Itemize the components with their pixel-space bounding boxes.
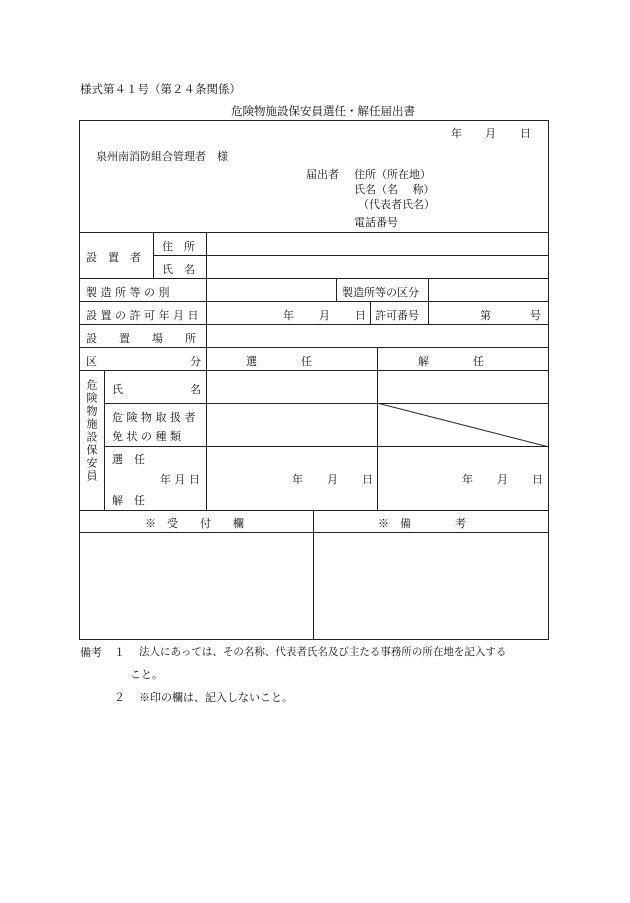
diagonal-strike bbox=[377, 403, 549, 447]
division-left: 区 bbox=[86, 355, 97, 368]
installer-name-label: 氏 名 bbox=[162, 263, 195, 276]
remarks-header: ※ 備 考 bbox=[378, 517, 466, 530]
permit-no-suffix: 号 bbox=[530, 309, 541, 322]
appoint-header: 選 任 bbox=[246, 355, 312, 368]
note2-text: ※印の欄は、記入しないこと。 bbox=[139, 691, 293, 704]
phone-label: 電話番号 bbox=[354, 216, 398, 229]
date-month-label: 月 bbox=[485, 127, 496, 140]
installer-label: 設 置 者 bbox=[86, 251, 141, 264]
installer-address-label: 住 所 bbox=[162, 240, 195, 253]
note2-number: ２ bbox=[114, 691, 125, 704]
dismiss-day: 日 bbox=[532, 473, 543, 486]
applicant-address-label: 住所（所在地） bbox=[354, 168, 431, 181]
notes-label: 備考 bbox=[80, 646, 102, 659]
license-line1: 危 険 物 取 扱 者 bbox=[112, 411, 196, 424]
appoint-small-label: 選 任 bbox=[112, 453, 145, 466]
appoint-day: 日 bbox=[362, 473, 373, 486]
representative-label: （代表者氏名） bbox=[358, 198, 435, 211]
applicant-label: 届出者 bbox=[306, 168, 339, 181]
facility-type-label: 製 造 所 等 の 別 bbox=[86, 286, 170, 299]
appoint-month: 月 bbox=[327, 473, 338, 486]
officer-name-right: 名 bbox=[190, 383, 201, 396]
permit-month-label: 月 bbox=[319, 309, 330, 322]
permit-year-label: 年 bbox=[283, 309, 294, 322]
dismiss-small-label: 解 任 bbox=[112, 494, 145, 507]
note1-number: １ bbox=[114, 646, 125, 659]
note1-line1: 法人にあっては、その名称、代表者氏名及び主たる事務所の所在地を記入する bbox=[139, 646, 507, 658]
receipt-header: ※ 受 付 欄 bbox=[145, 517, 244, 530]
date-year-label: 年 bbox=[451, 127, 462, 140]
license-line2: 免 状 の 種 類 bbox=[112, 430, 181, 443]
applicant-name-label: 氏名（名 称） bbox=[354, 183, 435, 196]
officer-vertical-label: 危険物施設保安員 bbox=[85, 379, 98, 483]
permit-number-label: 許可番号 bbox=[375, 309, 419, 322]
appoint-year: 年 bbox=[292, 473, 303, 486]
dismiss-month: 月 bbox=[497, 473, 508, 486]
permit-date-label: 設 置 の 許 可 年 月 日 bbox=[86, 309, 199, 322]
form-number: 様式第４１号（第２４条関係） bbox=[80, 82, 241, 96]
date-day-label: 日 bbox=[520, 127, 531, 140]
permit-no-prefix: 第 bbox=[480, 309, 491, 322]
dismiss-year: 年 bbox=[462, 473, 473, 486]
officer-name-left: 氏 bbox=[112, 383, 123, 396]
ymd-label: 年 月 日 bbox=[160, 473, 200, 486]
form-title: 危険物施設保安員選任・解任届出書 bbox=[231, 104, 415, 118]
permit-day-label: 日 bbox=[355, 309, 366, 322]
note1-line2: こと。 bbox=[130, 668, 163, 681]
dismiss-header: 解 任 bbox=[418, 355, 484, 368]
location-label: 設 置 場 所 bbox=[86, 332, 196, 345]
addressee: 泉州南消防組合管理者 様 bbox=[96, 150, 228, 163]
division-right: 分 bbox=[190, 355, 201, 368]
facility-class-label: 製造所等の区分 bbox=[342, 286, 419, 299]
